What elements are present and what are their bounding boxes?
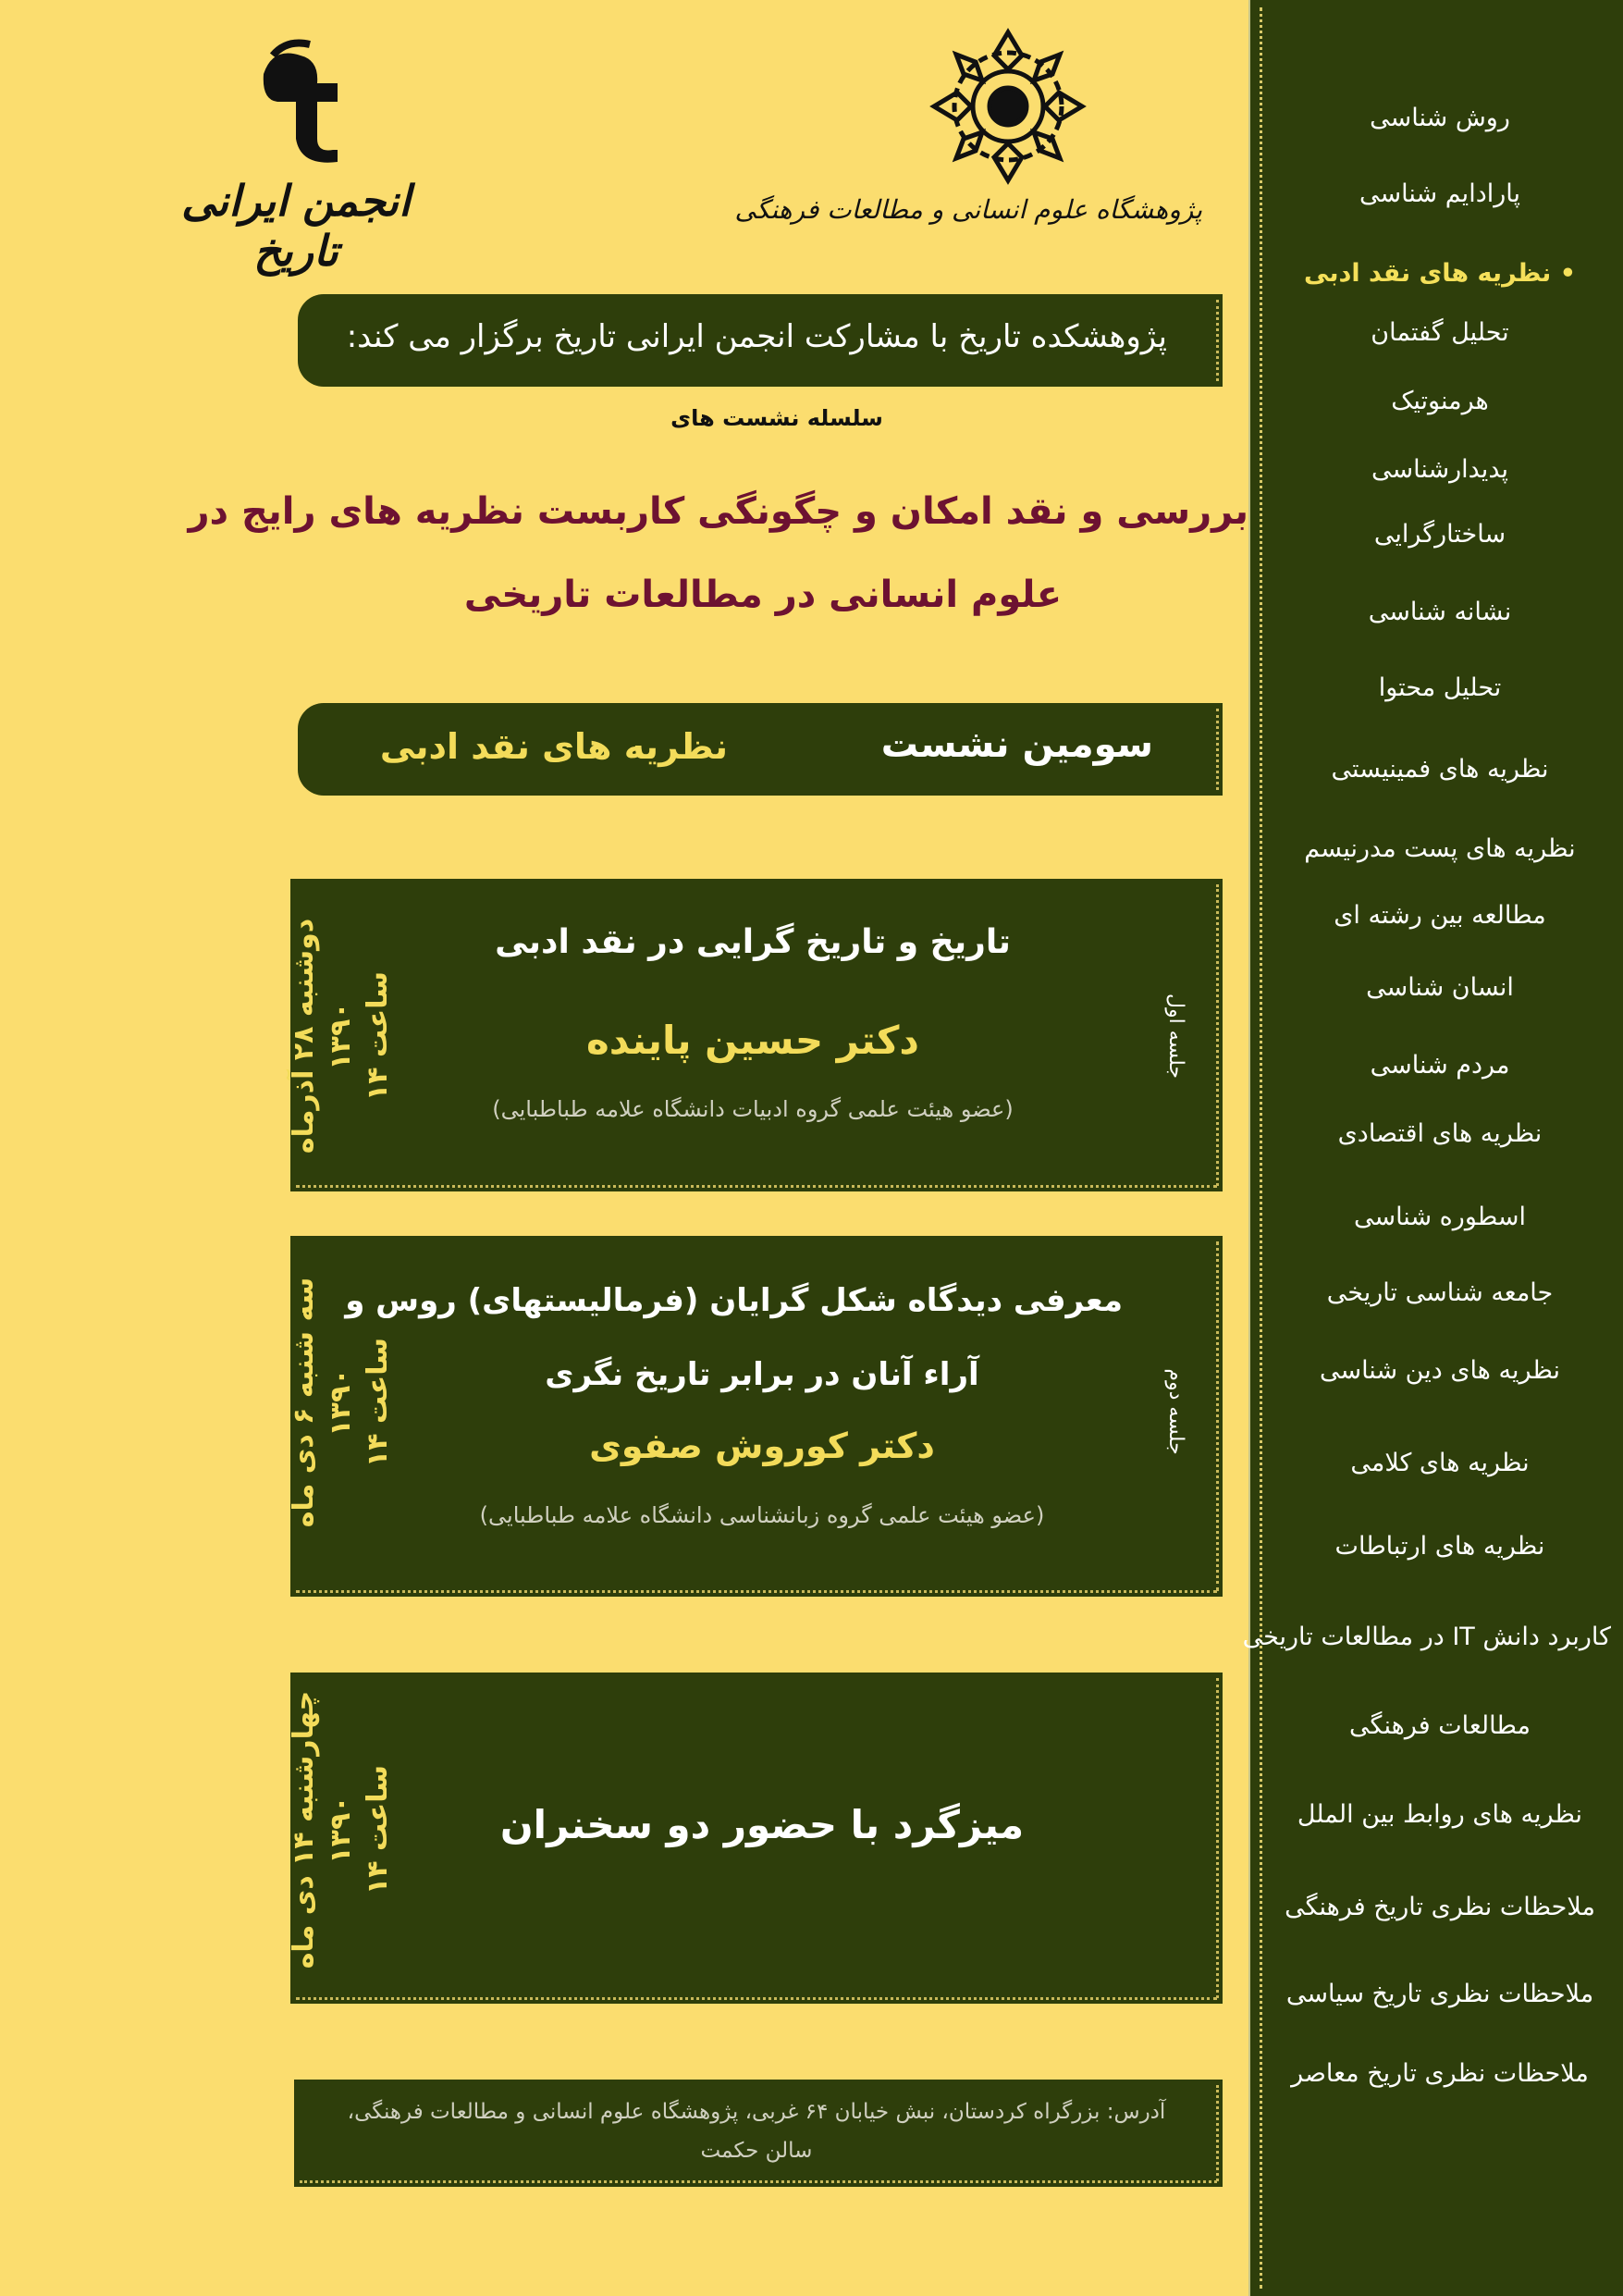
intro-banner bbox=[298, 294, 1223, 387]
sidebar-item-theology: نظریه های کلامی bbox=[1350, 1449, 1530, 1477]
session-3-panel bbox=[290, 1673, 1223, 2004]
sidebar-item-semiotics: نشانه شناسی bbox=[1368, 598, 1512, 626]
main-title-line-2: علوم انسانی در مطالعات تاریخی bbox=[463, 574, 1063, 616]
session-3-datetime bbox=[286, 1677, 397, 1982]
session-2-panel bbox=[290, 1236, 1223, 1597]
session-1-title: تاریخ و تاریخ گرایی در نقد ادبی bbox=[495, 923, 1011, 961]
sidebar-item-methodology: روش شناسی bbox=[1370, 104, 1510, 132]
session-2-title-line-1: معرفی دیدگاه شکل گرایان (فرمالیستهای) روس و bbox=[345, 1282, 1123, 1319]
institute-emblem-icon bbox=[929, 28, 1087, 185]
society-logo bbox=[148, 37, 444, 276]
sidebar-item-anthropology: انسان شناسی bbox=[1366, 973, 1514, 1002]
address-line-1: آدرس: بزرگراه کردستان، نبش خیابان ۶۴ غربی، پژوهشگاه علوم انسانی و مطالعات فرهنگی، bbox=[347, 2100, 1166, 2124]
sidebar-item-economic: نظریه های اقتصادی bbox=[1337, 1119, 1543, 1148]
sidebar-item-feminist: نظریه های فمینیستی bbox=[1331, 755, 1549, 784]
sidebar-item-content-analysis: تحلیل محتوا bbox=[1378, 673, 1502, 702]
sidebar-item-religion: نظریه های دین شناسی bbox=[1319, 1356, 1561, 1385]
sidebar-item-historical-sociology: جامعه شناسی تاریخی bbox=[1326, 1278, 1554, 1307]
address-panel bbox=[294, 2080, 1223, 2187]
sidebar-item-paradigm: پارادایم شناسی bbox=[1359, 179, 1520, 208]
session-1-datetime bbox=[286, 883, 397, 1189]
session-2-speaker: دکتر کوروش صفوی bbox=[589, 1426, 935, 1466]
session-2-affiliation: (عضو هیئت علمی گروه زبانشناسی دانشگاه علامه طباطبایی) bbox=[479, 1502, 1045, 1528]
session-1-panel bbox=[290, 879, 1223, 1191]
sidebar-item-interdisciplinary: مطالعه بین رشته ای bbox=[1334, 901, 1546, 930]
main-title-line-1: بررسی و نقد امکان و چگونگی کاربست نظریه های رایج در bbox=[188, 490, 1248, 533]
sidebar-item-contemporary-history: ملاحظات نظری تاریخ معاصر bbox=[1291, 2059, 1589, 2088]
intro-text: پژوهشکده تاریخ با مشارکت انجمن ایرانی تاریخ برگزار می کند: bbox=[346, 318, 1167, 355]
sidebar-item-cultural-studies: مطالعات فرهنگی bbox=[1349, 1711, 1531, 1740]
session-banner bbox=[298, 703, 1223, 796]
session-1-time: ساعت ۱۴ bbox=[362, 970, 394, 1102]
topics-sidebar bbox=[1242, 0, 1623, 2296]
session-3-date: چهارشنبه ۱۴ دی ماه ۱۳۹۰ bbox=[288, 1690, 357, 1969]
session-2-title-line-2: آراء آنان در برابر تاریخ نگری bbox=[545, 1356, 979, 1393]
society-emblem-icon bbox=[245, 37, 356, 167]
sidebar-item-cultural-history: ملاحظات نظری تاریخ فرهنگی bbox=[1285, 1893, 1595, 1921]
sidebar-item-hermeneutics: هرمنوتیک bbox=[1391, 387, 1489, 415]
series-label: سلسله نشست های bbox=[670, 405, 883, 431]
session-2-time: ساعت ۱۴ bbox=[362, 1337, 394, 1468]
sidebar-item-phenomenology: پدیدارشناسی bbox=[1371, 455, 1509, 484]
sidebar-item-international-relations: نظریه های روابط بین الملل bbox=[1297, 1800, 1583, 1829]
session-topic: نظریه های نقد ادبی bbox=[379, 726, 728, 767]
sidebar-item-communication: نظریه های ارتباطات bbox=[1334, 1532, 1545, 1561]
sidebar-item-literary-criticism: • نظریه های نقد ادبی bbox=[1304, 259, 1576, 288]
sidebar-item-ethnology: مردم شناسی bbox=[1370, 1051, 1510, 1080]
sidebar-item-political-history: ملاحظات نظری تاریخ سیاسی bbox=[1285, 1980, 1594, 2008]
sidebar-item-postmodern: نظریه های پست مدرنیسم bbox=[1304, 834, 1576, 863]
institute-name: پژوهشگاه علوم انسانی و مطالعات فرهنگی bbox=[734, 194, 1202, 225]
sidebar-item-structuralism: ساختارگرایی bbox=[1373, 520, 1506, 549]
session-2-date: سه شنبه ۶ دی ماه ۱۳۹۰ bbox=[288, 1277, 357, 1528]
institute-logo bbox=[734, 19, 1202, 259]
session-1-speaker: دکتر حسین پاینده bbox=[586, 1018, 919, 1063]
sidebar-item-discourse: تحلیل گفتمان bbox=[1371, 318, 1509, 347]
session-1-affiliation: (عضو هیئت علمی گروه ادبیات دانشگاه علامه طباطبایی) bbox=[492, 1096, 1014, 1122]
session-1-label: جلسه اول bbox=[1164, 993, 1187, 1080]
session-2-label: جلسه دوم bbox=[1164, 1368, 1187, 1455]
address-line-2: سالن حکمت bbox=[700, 2139, 813, 2163]
session-1-date: دوشنبه ۲۸ آذرماه ۱۳۹۰ bbox=[288, 918, 357, 1154]
session-ordinal: سومین نشست bbox=[880, 723, 1153, 766]
sidebar-item-it-applications: کاربرد دانش IT در مطالعات تاریخی bbox=[1242, 1623, 1611, 1651]
society-name: انجمن ایرانی تاریخ bbox=[181, 176, 411, 276]
sidebar-item-mythology: اسطوره شناسی bbox=[1353, 1203, 1527, 1231]
session-3-title: میزگرد با حضور دو سخنران bbox=[499, 1802, 1025, 1847]
session-3-time: ساعت ۱۴ bbox=[362, 1764, 394, 1895]
